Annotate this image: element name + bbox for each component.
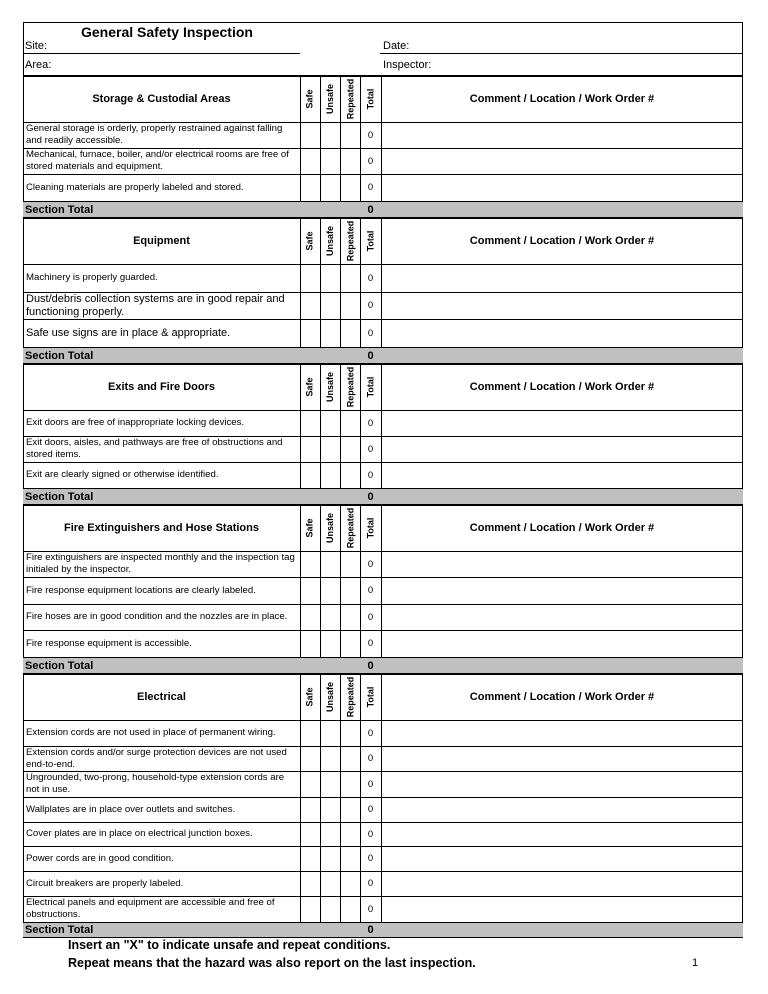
section-total-row xyxy=(23,657,743,674)
safe-checkbox-cell[interactable] xyxy=(300,577,320,604)
comment-cell[interactable] xyxy=(381,746,743,771)
row-total: 0 xyxy=(367,327,374,339)
column-header-unsafe-label: Unsafe xyxy=(325,512,336,544)
section-title: Equipment xyxy=(133,235,190,247)
repeated-checkbox-cell[interactable] xyxy=(340,148,360,174)
safe-checkbox-cell[interactable] xyxy=(300,896,320,922)
column-header-repeated xyxy=(340,76,360,122)
row-total: 0 xyxy=(367,272,374,284)
column-header-repeated-label: Repeated xyxy=(345,220,356,262)
column-header-safe-label: Safe xyxy=(304,89,315,109)
repeated-checkbox-cell[interactable] xyxy=(340,871,360,896)
safe-checkbox-cell[interactable] xyxy=(300,871,320,896)
checklist-item: Machinery is properly guarded. xyxy=(26,272,158,283)
column-header-safe xyxy=(300,674,320,720)
unsafe-checkbox-cell[interactable] xyxy=(320,462,340,488)
column-divider xyxy=(340,76,341,201)
column-header-total xyxy=(360,76,381,122)
comment-cell[interactable] xyxy=(381,577,743,604)
unsafe-checkbox-cell[interactable] xyxy=(320,174,340,201)
repeated-checkbox-cell[interactable] xyxy=(340,797,360,822)
safe-checkbox-cell[interactable] xyxy=(300,410,320,436)
safe-checkbox-cell[interactable] xyxy=(300,148,320,174)
repeated-checkbox-cell[interactable] xyxy=(340,174,360,201)
checklist-item: Dust/debris collection systems are in good repair and functioning properly. xyxy=(26,292,285,318)
checklist-item: Exit doors, aisles, and pathways are free of obstructions and stored items. xyxy=(26,437,283,460)
column-header-total-label: Total xyxy=(365,517,376,539)
column-header-safe-label: Safe xyxy=(304,231,315,251)
section-total-row xyxy=(23,347,743,364)
safe-checkbox-cell[interactable] xyxy=(300,846,320,871)
site-field-line[interactable] xyxy=(23,53,300,54)
unsafe-checkbox-cell[interactable] xyxy=(320,771,340,797)
safe-checkbox-cell[interactable] xyxy=(300,462,320,488)
row-total: 0 xyxy=(367,878,374,889)
comment-cell[interactable] xyxy=(381,871,743,896)
row-total: 0 xyxy=(367,129,374,141)
column-divider xyxy=(340,674,341,922)
checklist-item: Fire response equipment is accessible. xyxy=(26,637,192,649)
section-total-row xyxy=(23,488,743,505)
repeated-checkbox-cell[interactable] xyxy=(340,771,360,797)
safe-checkbox-cell[interactable] xyxy=(300,630,320,657)
column-header-unsafe xyxy=(320,674,340,720)
column-header-unsafe-label: Unsafe xyxy=(325,225,336,257)
row-total: 0 xyxy=(367,558,374,570)
unsafe-checkbox-cell[interactable] xyxy=(320,720,340,746)
column-header-repeated xyxy=(340,218,360,264)
repeated-checkbox-cell[interactable] xyxy=(340,604,360,630)
column-divider xyxy=(381,218,382,347)
column-divider xyxy=(360,218,361,347)
comment-cell[interactable] xyxy=(381,797,743,822)
safe-checkbox-cell[interactable] xyxy=(300,122,320,148)
safe-checkbox-cell[interactable] xyxy=(300,264,320,292)
section-title: Exits and Fire Doors xyxy=(108,381,215,393)
comment-cell[interactable] xyxy=(381,174,743,201)
repeated-checkbox-cell[interactable] xyxy=(340,577,360,604)
checklist-item: Exit doors are free of inappropriate locking devices. xyxy=(26,417,245,428)
column-header-total-label: Total xyxy=(365,376,376,398)
comment-cell[interactable] xyxy=(381,122,743,148)
page-title: General Safety Inspection xyxy=(81,24,253,40)
row-total: 0 xyxy=(367,903,374,915)
row-total: 0 xyxy=(367,804,374,815)
column-header-repeated-label: Repeated xyxy=(345,676,356,718)
column-divider xyxy=(320,674,321,922)
unsafe-checkbox-cell[interactable] xyxy=(320,436,340,462)
unsafe-checkbox-cell[interactable] xyxy=(320,822,340,846)
unsafe-checkbox-cell[interactable] xyxy=(320,122,340,148)
section-total-label: Section Total xyxy=(25,490,94,503)
column-header-total xyxy=(360,218,381,264)
section-total-value: 0 xyxy=(367,924,374,936)
section-title: Storage & Custodial Areas xyxy=(92,93,231,105)
repeated-checkbox-cell[interactable] xyxy=(340,122,360,148)
unsafe-checkbox-cell[interactable] xyxy=(320,871,340,896)
column-divider xyxy=(300,674,301,922)
column-header-repeated-label: Repeated xyxy=(345,507,356,549)
column-header-safe xyxy=(300,218,320,264)
checklist-item: Extension cords and/or surge protection devices are not used end-to-end. xyxy=(26,746,287,770)
repeated-checkbox-cell[interactable] xyxy=(340,292,360,319)
column-divider xyxy=(360,76,361,201)
safe-checkbox-cell[interactable] xyxy=(300,746,320,771)
column-divider xyxy=(381,505,382,657)
column-header-safe-label: Safe xyxy=(304,687,315,707)
column-header-comment: Comment / Location / Work Order # xyxy=(469,93,655,105)
column-header-repeated xyxy=(340,364,360,410)
column-divider xyxy=(320,218,321,347)
comment-cell[interactable] xyxy=(381,846,743,871)
date-field-line[interactable] xyxy=(380,53,743,54)
column-divider xyxy=(300,505,301,657)
column-header-comment: Comment / Location / Work Order # xyxy=(469,235,655,247)
column-divider xyxy=(320,505,321,657)
unsafe-checkbox-cell[interactable] xyxy=(320,148,340,174)
column-divider xyxy=(300,364,301,488)
checklist-item: Wallplates are in place over outlets and switches. xyxy=(26,803,236,815)
column-header-unsafe xyxy=(320,218,340,264)
checklist-item: Exit are clearly signed or otherwise identified. xyxy=(26,469,219,480)
comment-cell[interactable] xyxy=(381,436,743,462)
comment-cell[interactable] xyxy=(381,410,743,436)
inspector-label: Inspector: xyxy=(383,59,432,71)
checklist-item: Mechanical, furnace, boiler, and/or electrical rooms are free of stored materials and equipment. xyxy=(26,149,289,172)
section-total-label: Section Total xyxy=(25,203,94,216)
column-header-repeated xyxy=(340,505,360,551)
repeated-checkbox-cell[interactable] xyxy=(340,551,360,577)
unsafe-checkbox-cell[interactable] xyxy=(320,292,340,319)
column-header-unsafe xyxy=(320,76,340,122)
column-divider xyxy=(300,218,301,347)
checklist-item: Electrical panels and equipment are accessible and free of obstructions. xyxy=(26,897,275,920)
column-header-total xyxy=(360,674,381,720)
column-header-total xyxy=(360,505,381,551)
column-header-safe-label: Safe xyxy=(304,518,315,538)
comment-cell[interactable] xyxy=(381,264,743,292)
safe-checkbox-cell[interactable] xyxy=(300,720,320,746)
comment-cell[interactable] xyxy=(381,630,743,657)
checklist-item: Ungrounded, two-prong, household-type extension cords are not in use. xyxy=(26,772,285,795)
unsafe-checkbox-cell[interactable] xyxy=(320,746,340,771)
site-label: Site: xyxy=(25,40,48,52)
unsafe-checkbox-cell[interactable] xyxy=(320,896,340,922)
row-total: 0 xyxy=(367,727,374,739)
section-total-label: Section Total xyxy=(25,349,94,362)
section-total-value: 0 xyxy=(367,490,374,503)
comment-cell[interactable] xyxy=(381,292,743,319)
safe-checkbox-cell[interactable] xyxy=(300,771,320,797)
column-header-comment: Comment / Location / Work Order # xyxy=(469,522,655,534)
row-total: 0 xyxy=(367,300,374,311)
unsafe-checkbox-cell[interactable] xyxy=(320,319,340,347)
comment-cell[interactable] xyxy=(381,462,743,488)
row-total: 0 xyxy=(367,778,374,790)
safe-checkbox-cell[interactable] xyxy=(300,822,320,846)
checklist-item: Cover plates are in place on electrical junction boxes. xyxy=(26,828,253,839)
column-header-repeated xyxy=(340,674,360,720)
column-header-repeated-label: Repeated xyxy=(345,78,356,120)
section-total-row xyxy=(23,201,743,218)
repeated-checkbox-cell[interactable] xyxy=(340,462,360,488)
comment-cell[interactable] xyxy=(381,604,743,630)
row-total: 0 xyxy=(367,469,374,481)
column-divider xyxy=(360,364,361,488)
column-divider xyxy=(300,76,301,201)
column-header-unsafe-label: Unsafe xyxy=(325,681,336,713)
repeated-checkbox-cell[interactable] xyxy=(340,896,360,922)
row-total: 0 xyxy=(367,753,374,764)
unsafe-checkbox-cell[interactable] xyxy=(320,797,340,822)
row-total: 0 xyxy=(367,443,374,455)
row-total: 0 xyxy=(367,585,374,596)
section-title: Electrical xyxy=(137,691,186,703)
checklist-item: Power cords are in good condition. xyxy=(26,852,174,864)
checklist-item: Cleaning materials are properly labeled and stored. xyxy=(26,181,244,193)
page-number: 1 xyxy=(692,957,699,969)
column-header-total-label: Total xyxy=(365,230,376,252)
row-total: 0 xyxy=(367,155,374,167)
column-divider xyxy=(360,505,361,657)
unsafe-checkbox-cell[interactable] xyxy=(320,551,340,577)
checklist-item: Circuit breakers are properly labeled. xyxy=(26,877,184,889)
repeated-checkbox-cell[interactable] xyxy=(340,410,360,436)
footer-instruction-2: Repeat means that the hazard was also report on the last inspection. xyxy=(68,956,476,970)
unsafe-checkbox-cell[interactable] xyxy=(320,264,340,292)
column-header-safe xyxy=(300,505,320,551)
column-header-total xyxy=(360,364,381,410)
column-divider xyxy=(381,364,382,488)
column-header-comment: Comment / Location / Work Order # xyxy=(469,381,655,393)
column-header-safe xyxy=(300,364,320,410)
checklist-item: Fire extinguishers are inspected monthly and the inspection tag initialed by the inspector. xyxy=(26,552,295,575)
section-total-label: Section Total xyxy=(25,924,94,936)
unsafe-checkbox-cell[interactable] xyxy=(320,604,340,630)
repeated-checkbox-cell[interactable] xyxy=(340,630,360,657)
row-total: 0 xyxy=(367,611,374,623)
column-divider xyxy=(381,76,382,201)
row-total: 0 xyxy=(367,638,374,649)
unsafe-checkbox-cell[interactable] xyxy=(320,410,340,436)
row-total: 0 xyxy=(367,853,374,864)
comment-cell[interactable] xyxy=(381,771,743,797)
safe-checkbox-cell[interactable] xyxy=(300,797,320,822)
column-header-unsafe xyxy=(320,505,340,551)
comment-cell[interactable] xyxy=(381,822,743,846)
repeated-checkbox-cell[interactable] xyxy=(340,846,360,871)
repeated-checkbox-cell[interactable] xyxy=(340,746,360,771)
row-total: 0 xyxy=(367,182,374,193)
comment-cell[interactable] xyxy=(381,551,743,577)
section-total-value: 0 xyxy=(367,203,374,216)
comment-cell[interactable] xyxy=(381,896,743,922)
safe-checkbox-cell[interactable] xyxy=(300,436,320,462)
comment-cell[interactable] xyxy=(381,148,743,174)
section-total-value: 0 xyxy=(367,659,374,672)
checklist-item: Safe use signs are in place & appropriate. xyxy=(26,326,231,339)
section-title: Fire Extinguishers and Hose Stations xyxy=(64,522,259,534)
column-header-comment: Comment / Location / Work Order # xyxy=(469,691,655,703)
unsafe-checkbox-cell[interactable] xyxy=(320,846,340,871)
repeated-checkbox-cell[interactable] xyxy=(340,436,360,462)
comment-cell[interactable] xyxy=(381,720,743,746)
footer-instruction-1: Insert an "X" to indicate unsafe and repeat conditions. xyxy=(68,938,391,952)
column-header-repeated-label: Repeated xyxy=(345,366,356,408)
checklist-item: General storage is orderly, properly restrained against falling and readily accessible. xyxy=(26,123,283,146)
column-header-unsafe-label: Unsafe xyxy=(325,83,336,115)
column-divider xyxy=(381,674,382,922)
unsafe-checkbox-cell[interactable] xyxy=(320,630,340,657)
column-header-unsafe-label: Unsafe xyxy=(325,371,336,403)
column-divider xyxy=(320,364,321,488)
column-header-safe xyxy=(300,76,320,122)
column-header-safe-label: Safe xyxy=(304,377,315,397)
safe-checkbox-cell[interactable] xyxy=(300,604,320,630)
date-label: Date: xyxy=(383,40,410,52)
column-header-total-label: Total xyxy=(365,686,376,708)
repeated-checkbox-cell[interactable] xyxy=(340,822,360,846)
column-header-unsafe xyxy=(320,364,340,410)
repeated-checkbox-cell[interactable] xyxy=(340,720,360,746)
section-total-label: Section Total xyxy=(25,659,94,672)
section-total-value: 0 xyxy=(367,349,374,362)
checklist-item: Extension cords are not used in place of permanent wiring. xyxy=(26,727,276,738)
column-divider xyxy=(340,505,341,657)
column-divider xyxy=(360,674,361,922)
column-header-total-label: Total xyxy=(365,88,376,110)
comment-cell[interactable] xyxy=(381,319,743,347)
row-total: 0 xyxy=(367,828,374,840)
checklist-item: Fire hoses are in good condition and the nozzles are in place. xyxy=(26,611,288,622)
column-divider xyxy=(340,218,341,347)
safe-checkbox-cell[interactable] xyxy=(300,319,320,347)
area-label: Area: xyxy=(25,59,52,71)
safe-checkbox-cell[interactable] xyxy=(300,174,320,201)
section-total-row xyxy=(23,922,743,938)
column-divider xyxy=(320,76,321,201)
safe-checkbox-cell[interactable] xyxy=(300,551,320,577)
repeated-checkbox-cell[interactable] xyxy=(340,264,360,292)
checklist-item: Fire response equipment locations are clearly labeled. xyxy=(26,584,256,596)
repeated-checkbox-cell[interactable] xyxy=(340,319,360,347)
column-divider xyxy=(340,364,341,488)
row-total: 0 xyxy=(367,417,374,429)
safe-checkbox-cell[interactable] xyxy=(300,292,320,319)
unsafe-checkbox-cell[interactable] xyxy=(320,577,340,604)
